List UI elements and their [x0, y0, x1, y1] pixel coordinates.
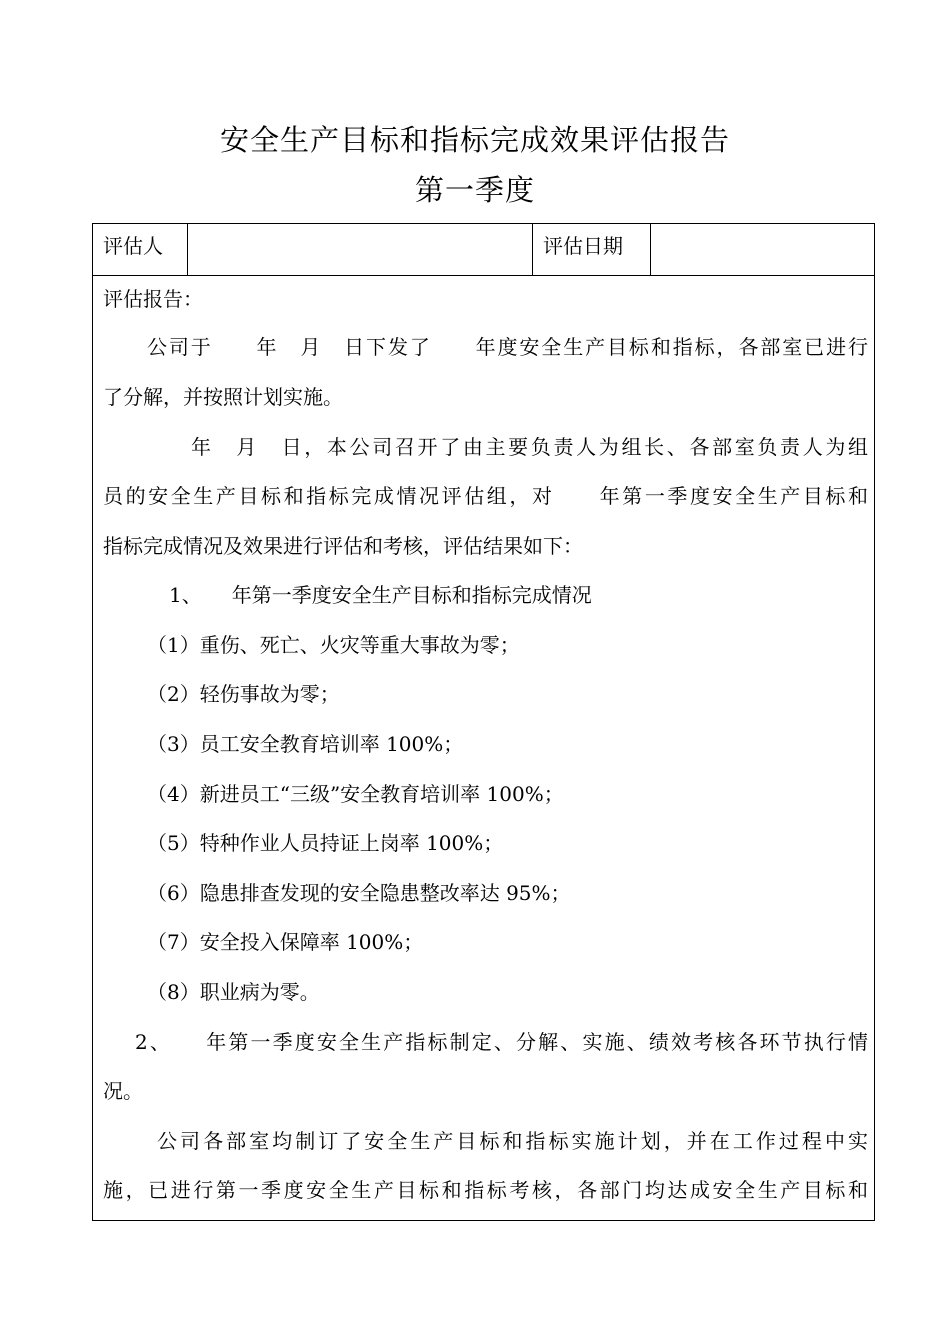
document-title: 安全生产目标和指标完成效果评估报告 — [219, 123, 730, 157]
list-item: （2）轻伤事故为零； — [147, 682, 340, 706]
paragraph-3-line-1: 公司各部室均制订了安全生产目标和指标实施计划，并在工作过程中实 — [157, 1129, 868, 1153]
date-field[interactable] — [650, 224, 876, 275]
list-item: （3）员工安全教育培训率 100%； — [147, 732, 464, 756]
report-table — [92, 223, 875, 1221]
paragraph-2-line-2: 员的安全生产目标和指标完成情况评估组，对 年第一季度安全生产目标和 — [103, 484, 868, 508]
list-item: （1）重伤、死亡、火灾等重大事故为零； — [147, 633, 520, 657]
paragraph-1-line-2: 了分解，并按照计划实施。 — [103, 385, 343, 409]
list-item: （8）职业病为零。 — [147, 980, 320, 1004]
section-2-heading-line-2: 况。 — [103, 1079, 143, 1103]
paragraph-2-line-1: 年 月 日，本公司召开了由主要负责人为组长、各部室负责人为组 — [191, 435, 868, 459]
assessor-field[interactable] — [187, 224, 532, 275]
date-label: 评估日期 — [532, 224, 650, 275]
header-row — [93, 224, 874, 276]
list-item: （7）安全投入保障率 100%； — [147, 930, 424, 954]
section-1-heading: 1、 年第一季度安全生产目标和指标完成情况 — [169, 583, 592, 607]
assessor-label: 评估人 — [103, 234, 163, 258]
list-item: （4）新进员工“三级”安全教育培训率 100%； — [147, 782, 564, 806]
section-2-heading-line-1: 2、 年第一季度安全生产指标制定、分解、实施、绩效考核各环节执行情 — [135, 1030, 868, 1054]
document-subtitle: 第一季度 — [414, 173, 535, 207]
paragraph-1-line-1: 公司于 年 月 日下发了 年度安全生产目标和指标，各部室已进行 — [147, 335, 868, 359]
paragraph-2-line-3: 指标完成情况及效果进行评估和考核，评估结果如下： — [103, 534, 583, 558]
list-item: （5）特种作业人员持证上岗率 100%； — [147, 831, 504, 855]
report-label: 评估报告： — [103, 287, 203, 311]
paragraph-3-line-2: 施，已进行第一季度安全生产目标和指标考核，各部门均达成安全生产目标和 — [103, 1178, 868, 1202]
list-item: （6）隐患排查发现的安全隐患整改率达 95%； — [147, 881, 571, 905]
